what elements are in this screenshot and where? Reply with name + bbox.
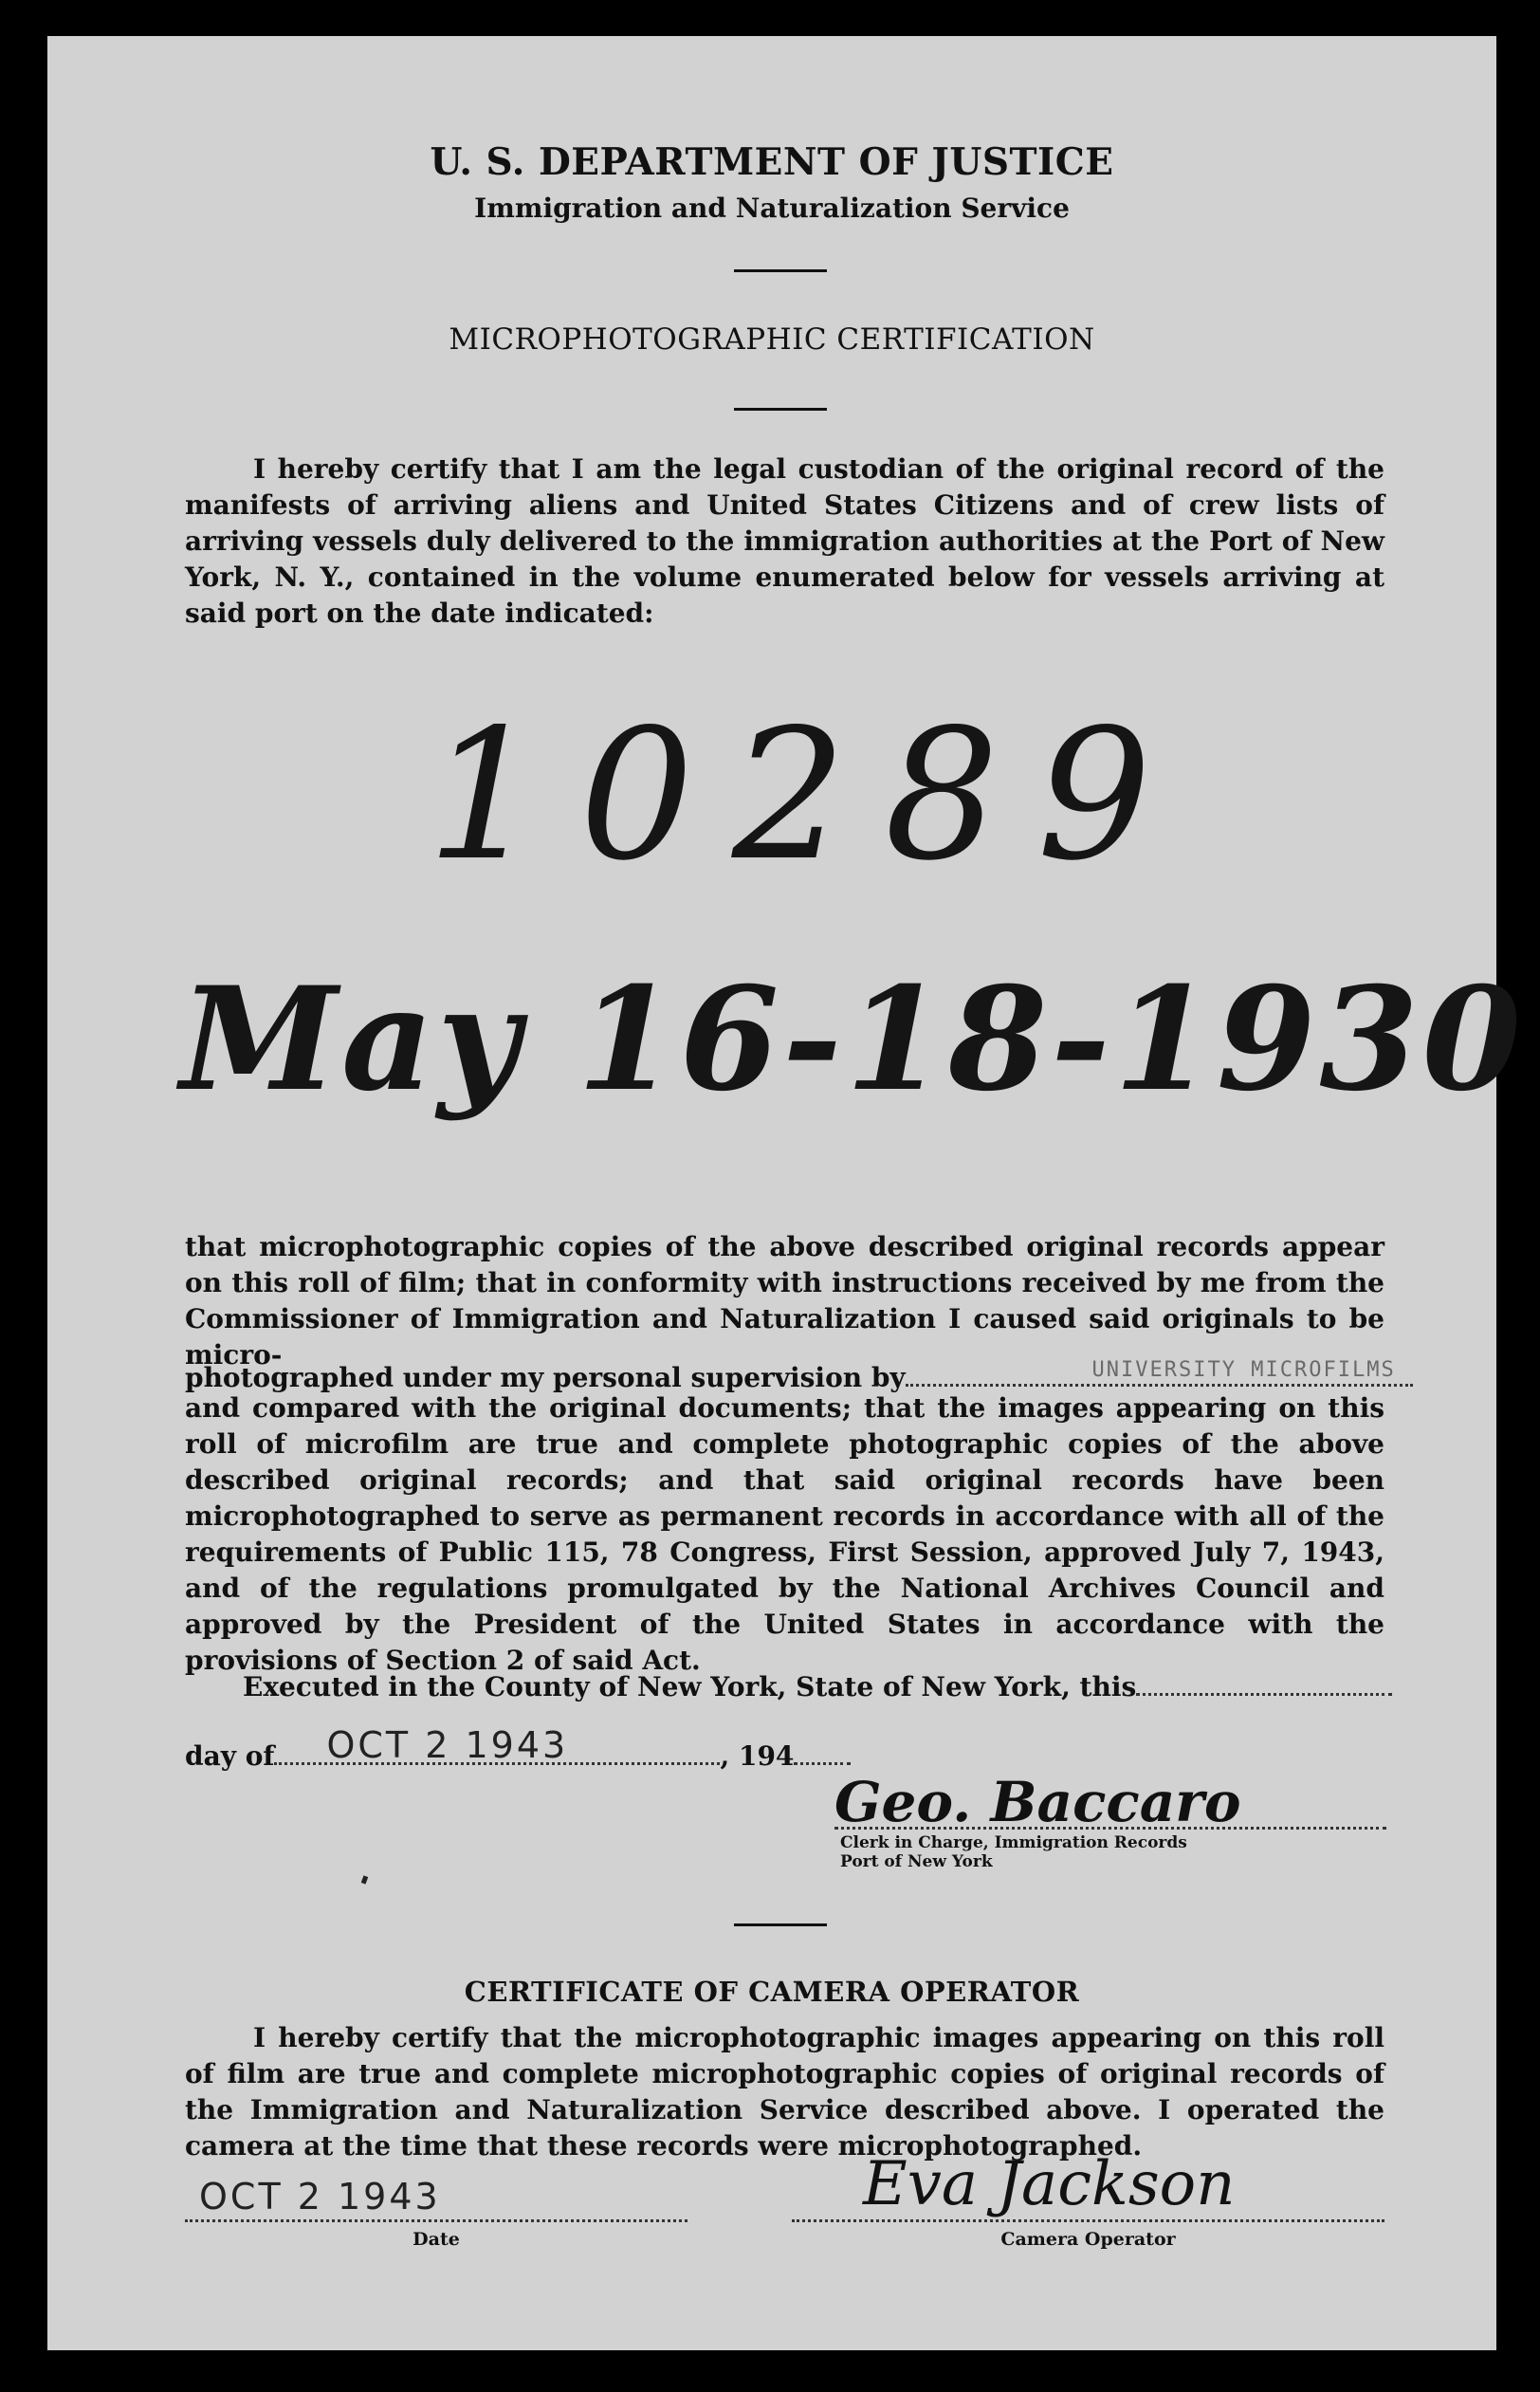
clerk-title xyxy=(840,1833,1187,1871)
body-paragraph-end: and compared with the original documents; that the images appearing on this roll of microfilm are true and complete photographic copies of the above described original records; and that said original records have been microphotographed to serve as permanent records in accordance with all of the requirements of Public 115, 78 Congress, First Session, approved July 7, 1943, and of the regulations promulgated by the National Archives Council and approved by the President of the United States in accordance with the provisions of Section 2 of said Act. xyxy=(185,1392,1384,1676)
camera-operator-signature: Eva Jackson xyxy=(863,2149,1236,2219)
stamped-date: OCT 2 1943 xyxy=(326,1724,569,1766)
camera-date-label: Date xyxy=(412,2229,460,2250)
camera-stamped-date: OCT 2 1943 xyxy=(199,2176,441,2217)
department-heading: U. S. DEPARTMENT OF JUSTICE xyxy=(430,140,1114,184)
divider xyxy=(734,269,827,272)
service-subheading: Immigration and Naturalization Service xyxy=(474,193,1070,224)
day-of-line xyxy=(185,1724,851,1772)
certification-document xyxy=(47,36,1526,2350)
day-of-label: day of xyxy=(185,1740,275,1772)
camera-certificate-title: CERTIFICATE OF CAMERA OPERATOR xyxy=(464,1976,1080,2008)
camera-certificate-paragraph: I hereby certify that the microphotographic images appearing on this roll of film are true and complete microphotographic copies of original records of the Immigration and Naturalization Service described above. I operated the camera at the time that these records were microphotographed. xyxy=(185,2022,1384,2162)
clerk-signature-line xyxy=(834,1827,1386,1830)
handwritten-volume-number: 10289 xyxy=(427,690,1190,900)
year-field xyxy=(794,1762,851,1765)
year-suffix: , 194 xyxy=(720,1740,795,1772)
divider xyxy=(734,1923,827,1926)
body-paragraph-start: that microphotographic copies of the above described original records appear on this roll of film; that in conformity with instructions received by me from the Commissioner of Immigration and Naturalization I caused said originals to be micro- xyxy=(185,1231,1384,1371)
photographed-by-field xyxy=(906,1358,1413,1387)
handwritten-date-range: May 16-18-1930 xyxy=(180,956,1526,1123)
clerk-title-line1: Clerk in Charge, Immigration Records xyxy=(840,1833,1187,1852)
certification-title: MICROPHOTOGRAPHIC CERTIFICATION xyxy=(449,322,1095,357)
executed-text: Executed in the County of New York, State of New York, this xyxy=(243,1671,1137,1702)
divider xyxy=(734,408,827,411)
executed-day-field xyxy=(1136,1693,1392,1696)
camera-operator-line xyxy=(792,2219,1384,2222)
day-of-field xyxy=(274,1724,720,1766)
photographed-by-stamp: UNIVERSITY MICROFILMS xyxy=(1091,1358,1396,1382)
executed-line xyxy=(243,1671,1392,1702)
photographed-by-label: photographed under my personal supervision by xyxy=(185,1362,906,1393)
clerk-signature: Geo. Baccaro xyxy=(834,1770,1241,1834)
clerk-title-line2: Port of New York xyxy=(840,1852,993,1871)
stray-mark xyxy=(361,1875,368,1884)
camera-date-line xyxy=(185,2219,688,2222)
intro-paragraph: I hereby certify that I am the legal custodian of the original record of the manifests of arriving aliens and United States Citizens and of crew lists of arriving vessels duly delivered to the immigration authorities at the Port of New York, N. Y., contained in the volume enumerated below for vessels arriving at said port on the date indicated: xyxy=(185,453,1384,629)
camera-operator-label: Camera Operator xyxy=(1000,2229,1176,2250)
photographed-by-line xyxy=(185,1358,1413,1393)
